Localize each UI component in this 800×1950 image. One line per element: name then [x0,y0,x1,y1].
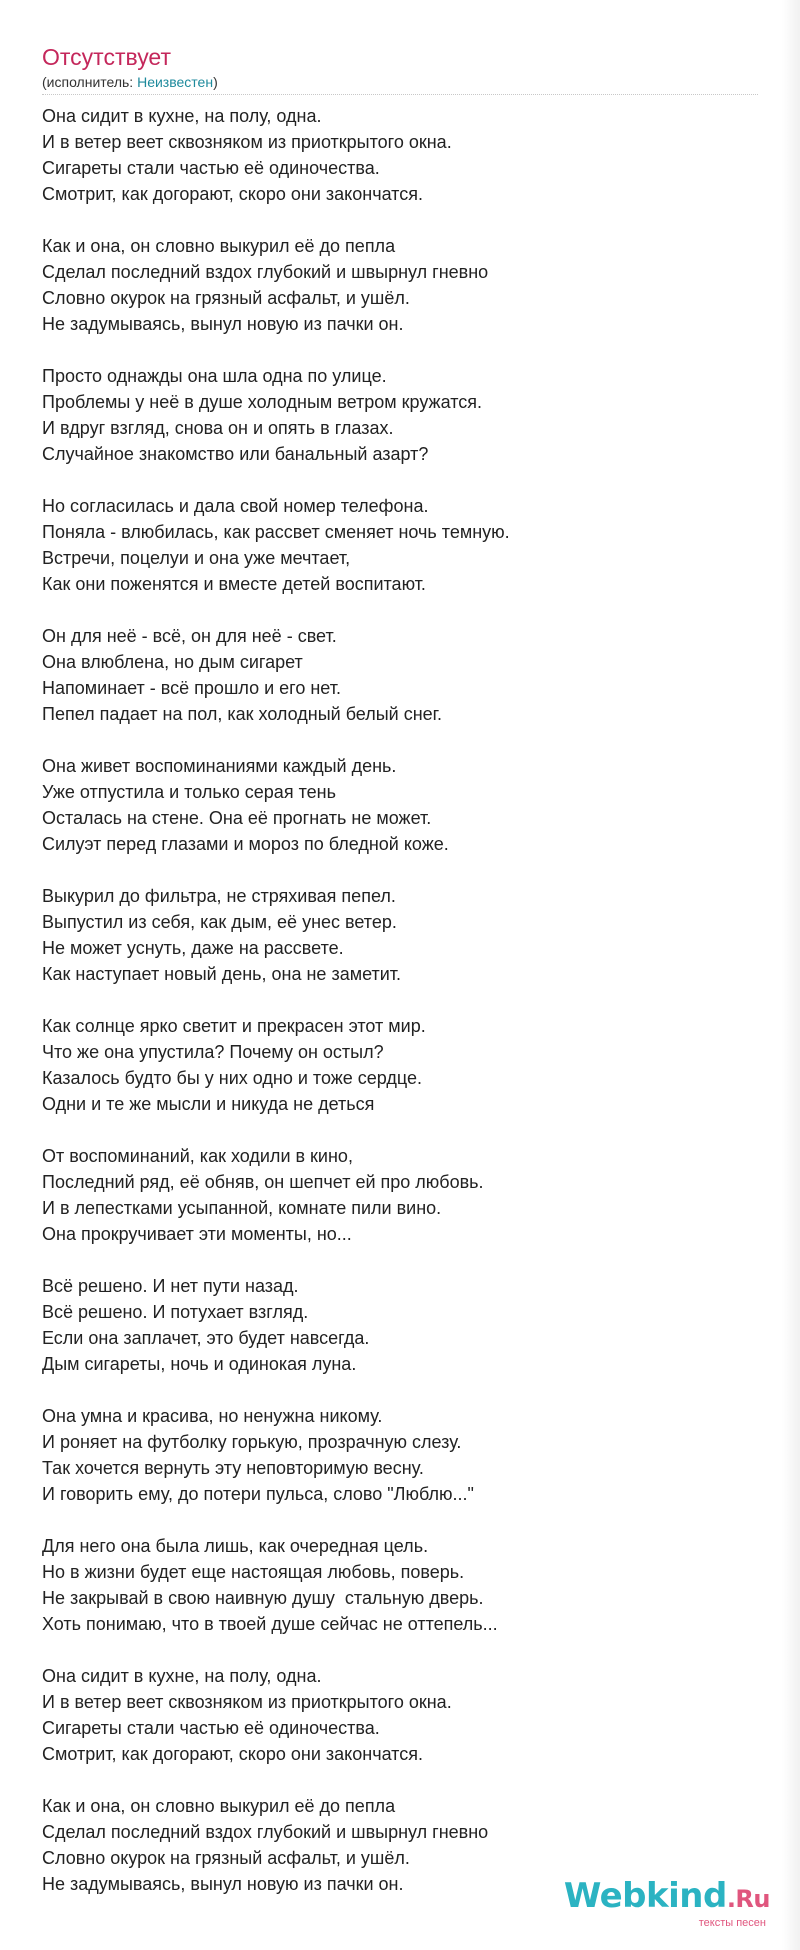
logo-wordmark [564,1878,770,1917]
lyric-line: Поняла - влюбилась, как рассвет сменяет ночь темную. [42,522,510,542]
lyric-line: Смотрит, как догорают, скоро они закончатся. [42,1744,423,1764]
lyric-line: Сигареты стали частью её одиночества. [42,158,380,178]
lyric-line: Как и она, он словно выкурил её до пепла [42,236,396,256]
lyric-line: Дым сигареты, ночь и одинокая луна. [42,1354,357,1374]
lyric-line: Проблемы у неё в душе холодным ветром кружатся. [42,392,483,412]
divider [42,94,758,95]
lyric-line: Встречи, поцелуи и она уже мечтает, [42,548,351,568]
lyric-line: Но согласилась и дала свой номер телефона. [42,496,429,516]
lyric-line: Смотрит, как догорают, скоро они закончатся. [42,184,423,204]
logo-tagline: тексты песен [698,1917,766,1929]
lyric-line: И в ветер веет сквозняком из приоткрытого окна. [42,1692,452,1712]
logo-brand: Webkind [563,1876,727,1916]
song-title: Отсутствует [42,44,171,70]
lyric-line: Она сидит в кухне, на полу, одна. [42,1666,322,1686]
lyric-line: Напоминает - всё прошло и его нет. [42,678,341,698]
artist-line [42,73,218,91]
edge-shadow [782,0,800,1950]
lyric-line: Как наступает новый день, она не заметит. [42,964,402,984]
stanza [42,1533,762,1637]
lyric-line: Сигареты стали частью её одиночества. [42,1718,380,1738]
stanza [42,233,762,337]
stanza [42,623,762,727]
artist-link[interactable]: Неизвестен [137,74,214,90]
lyric-line: Всё решено. И нет пути назад. [42,1276,299,1296]
lyric-line: Силуэт перед глазами и мороз по бледной коже. [42,834,449,854]
lyric-line: Так хочется вернуть эту неповторимую весну. [42,1458,424,1478]
lyric-line: Уже отпустила и только серая тень [42,782,336,802]
lyric-line: И роняет на футболку горькую, прозрачную слезу. [42,1432,462,1452]
lyric-line: Сделал последний вздох глубокий и швырнул гневно [42,262,489,282]
stanza [42,493,762,597]
lyric-line: Но в жизни будет еще настоящая любовь, поверь. [42,1562,465,1582]
lyric-line: Что же она упустила? Почему он остыл? [42,1042,384,1062]
stanza [42,1013,762,1117]
lyric-line: Она влюблена, но дым сигарет [42,652,303,672]
lyric-line: Случайное знакомство или банальный азарт? [42,444,429,464]
lyric-line: Не закрывай в свою наивную душу стальную дверь. [42,1588,484,1608]
lyric-line: Не задумываясь, вынул новую из пачки он. [42,314,404,334]
lyric-line: Она умна и красива, но ненужна никому. [42,1406,383,1426]
lyric-line: Если она заплачет, это будет навсегда. [42,1328,370,1348]
lyric-line: Осталась на стене. Она её прогнать не может. [42,808,432,828]
lyric-line: Не задумываясь, вынул новую из пачки он. [42,1874,404,1894]
lyric-line: Для него она была лишь, как очередная цель. [42,1536,429,1556]
stanza [42,1663,762,1767]
stanza [42,103,762,207]
lyric-line: И вдруг взгляд, снова он и опять в глазах. [42,418,394,438]
lyric-line: Словно окурок на грязный асфальт, и ушёл. [42,1848,410,1868]
lyric-line: Выкурил до фильтра, не стряхивая пепел. [42,886,396,906]
lyric-line: Просто однажды она шла одна по улице. [42,366,387,386]
stanza [42,1403,762,1507]
artist-prefix: (исполнитель: [42,74,138,90]
lyric-line: Он для неё - всё, он для неё - свет. [42,626,337,646]
lyric-line: И говорить ему, до потери пульса, слово "Люблю..." [42,1484,474,1504]
lyric-line: Выпустил из себя, как дым, её унес ветер. [42,912,397,932]
lyric-line: Она сидит в кухне, на полу, одна. [42,106,322,126]
lyric-line: И в лепестками усыпанной, комнате пили вино. [42,1198,442,1218]
lyric-line: Пепел падает на пол, как холодный белый снег. [42,704,443,724]
lyric-line: От воспоминаний, как ходили в кино, [42,1146,353,1166]
stanza [42,363,762,467]
lyric-line: Она прокручивает эти моменты, но... [42,1224,352,1244]
lyric-line: Казалось будто бы у них одно и тоже сердце. [42,1068,423,1088]
lyric-line: Хоть понимаю, что в твоей душе сейчас не оттепель... [42,1614,498,1634]
lyrics-text [42,103,762,1923]
lyric-line: И в ветер веет сквозняком из приоткрытого окна. [42,132,452,152]
stanza [42,753,762,857]
lyric-line: Последний ряд, её обняв, он шепчет ей про любовь. [42,1172,484,1192]
lyric-line: Одни и те же мысли и никуда не деться [42,1094,375,1114]
lyric-line: Словно окурок на грязный асфальт, и ушёл. [42,288,410,308]
artist-suffix: ) [213,74,218,90]
stanza [42,1273,762,1377]
lyric-line: Как они поженятся и вместе детей воспитают. [42,574,426,594]
lyric-line: Не может уснуть, даже на рассвете. [42,938,344,958]
lyric-line: Как и она, он словно выкурил её до пепла [42,1796,396,1816]
webkind-logo[interactable] [564,1878,770,1929]
stanza [42,883,762,987]
lyric-line: Всё решено. И потухает взгляд. [42,1302,309,1322]
lyric-line: Как солнце ярко светит и прекрасен этот мир. [42,1016,426,1036]
stanza [42,1143,762,1247]
lyric-line: Она живет воспоминаниями каждый день. [42,756,397,776]
lyric-line: Сделал последний вздох глубокий и швырнул гневно [42,1822,489,1842]
logo-tld: .Ru [726,1885,770,1913]
